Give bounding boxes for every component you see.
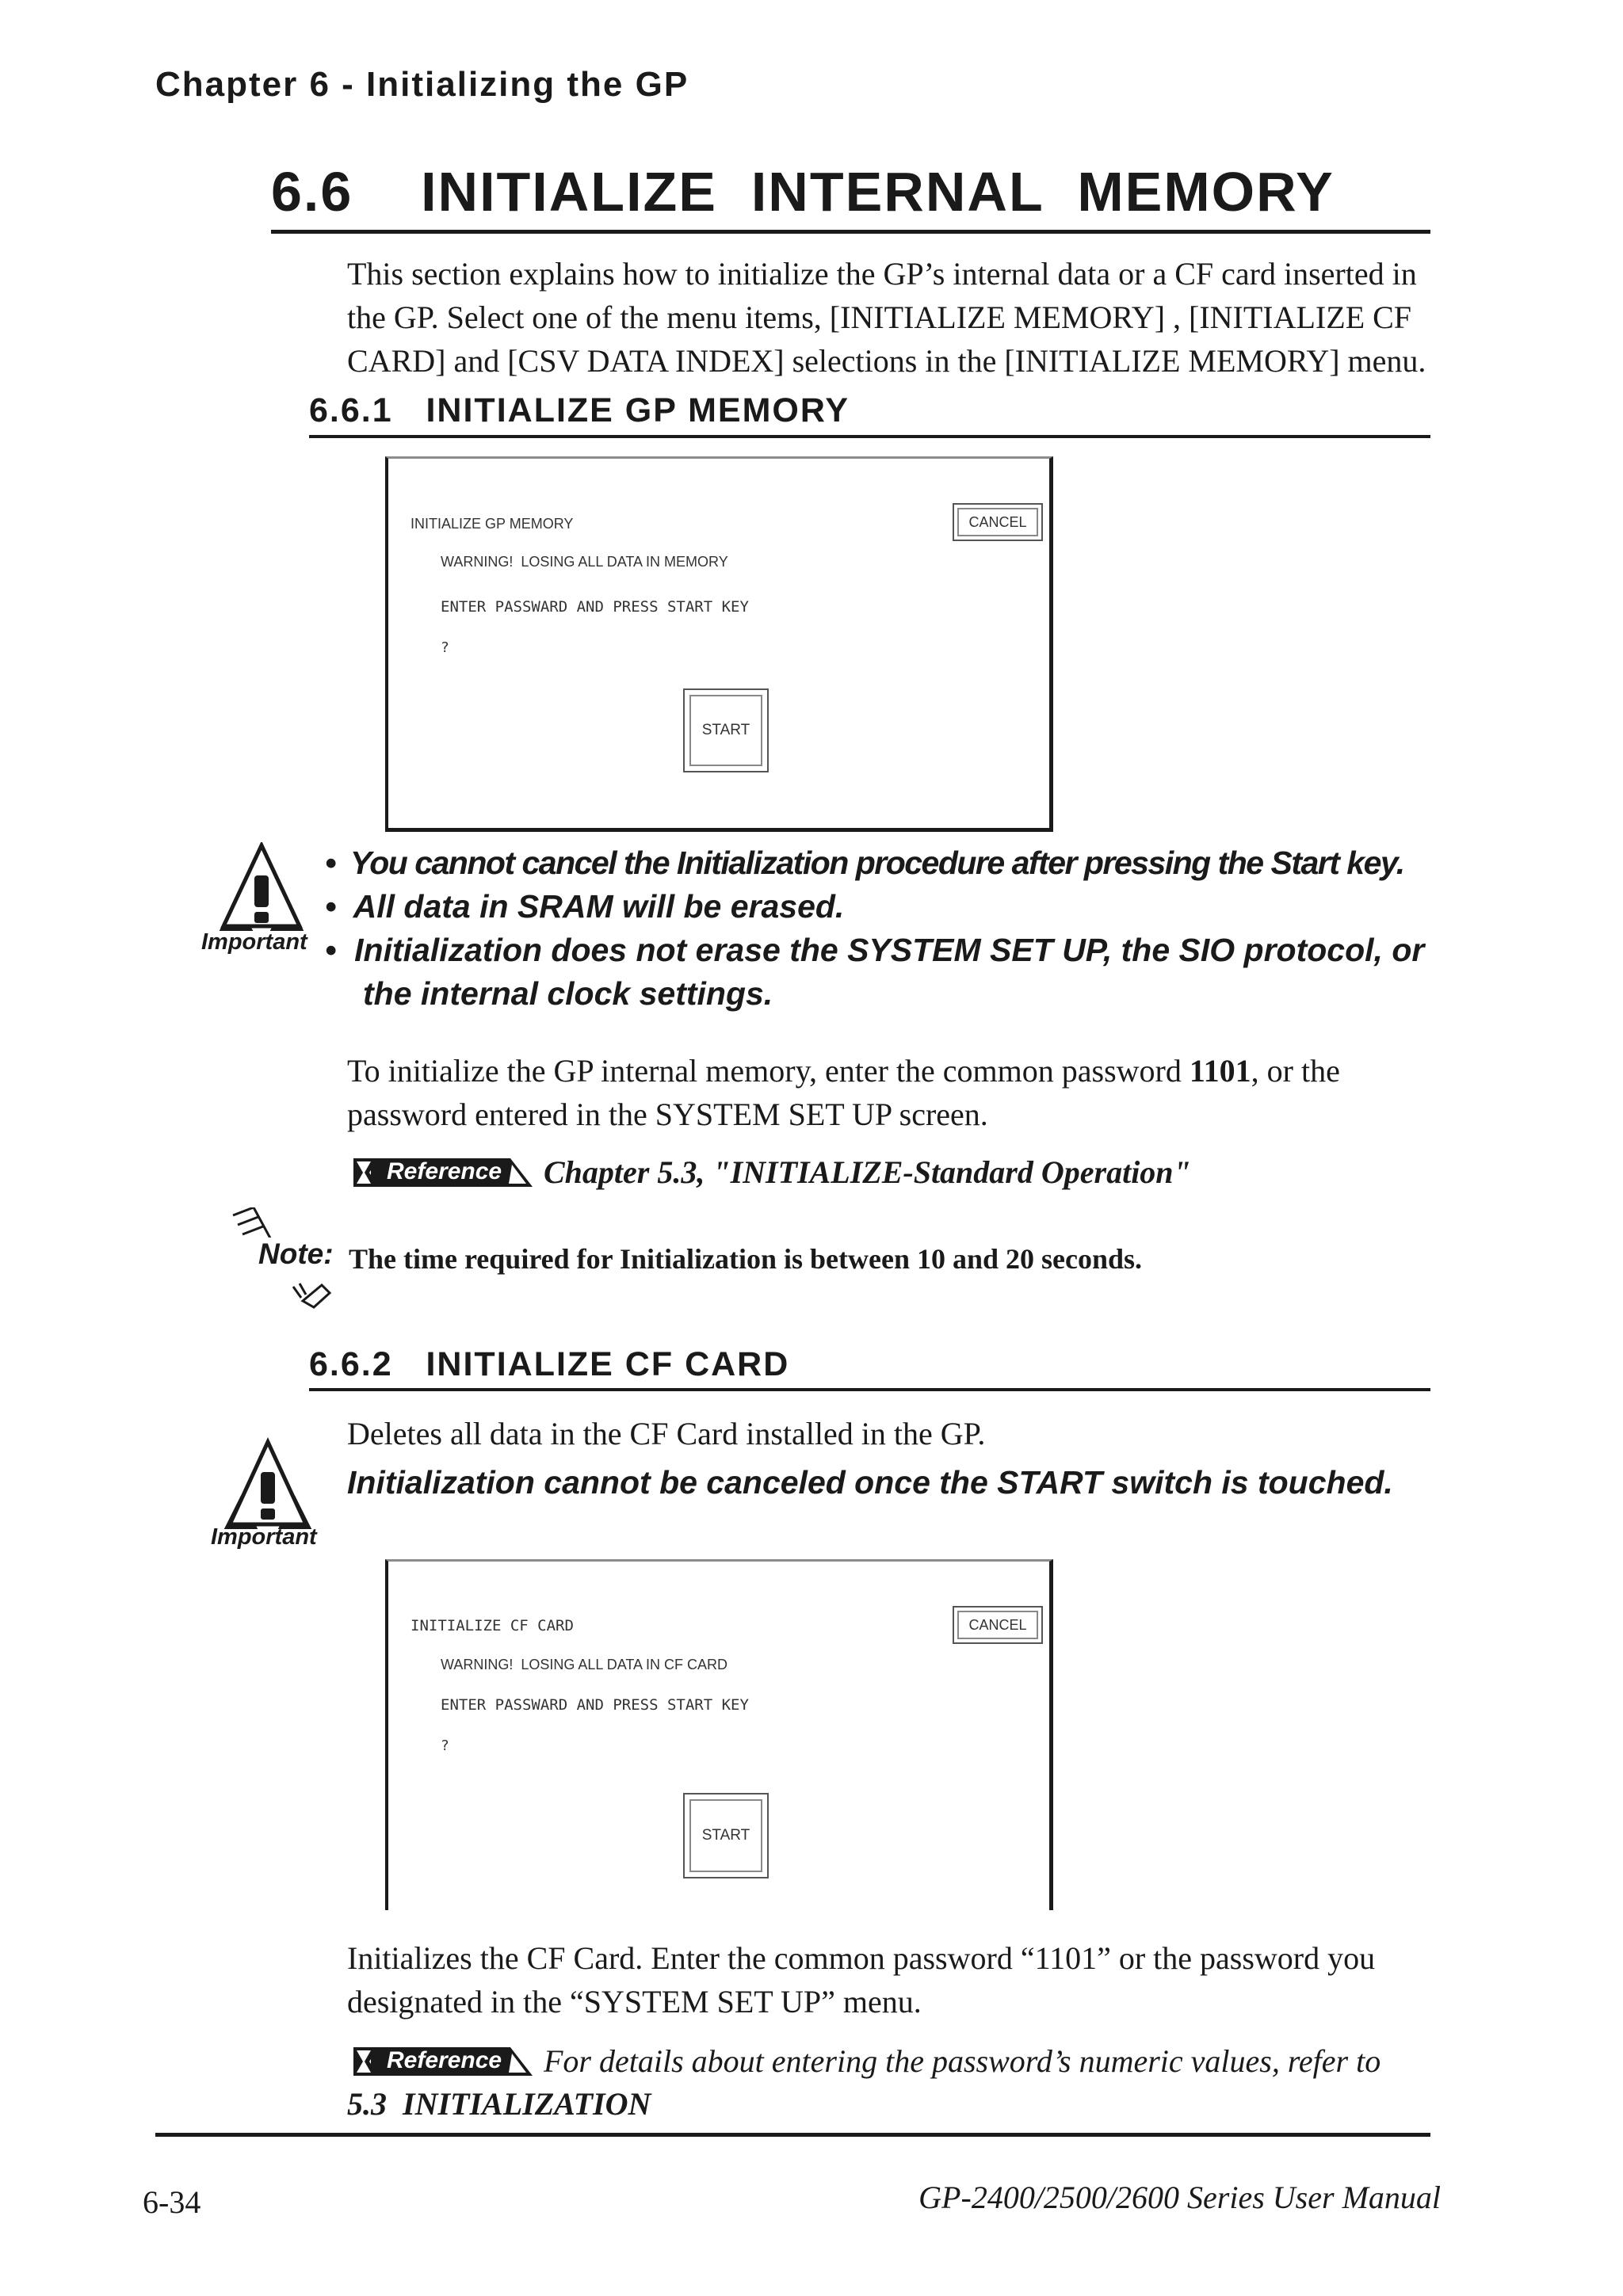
password-line: password entered in the SYSTEM SET UP screen. xyxy=(347,1097,988,1132)
password-value: 1101 xyxy=(1189,1053,1251,1089)
section-title-rule xyxy=(271,230,1430,234)
subsection-rule xyxy=(309,435,1430,438)
reference-badge-label: Reference xyxy=(387,2047,502,2073)
cancel-button[interactable] xyxy=(953,503,1043,541)
subsection-title-initialize-cf-card: 6.6.2 INITIALIZE CF CARD xyxy=(309,1345,790,1383)
cancel-button-label: CANCEL xyxy=(968,1616,1027,1633)
start-button-label: START xyxy=(701,722,750,738)
cf-line: Initializes the CF Card. Enter the common password “1101” or the password you xyxy=(347,1940,1376,1976)
intro-line: This section explains how to initialize the GP’s internal data or a CF card inserted in xyxy=(347,256,1417,292)
important-icon-label: Important xyxy=(211,1524,317,1550)
note-text: The time required for Initialization is between 10 and 20 seconds. xyxy=(349,1243,1143,1275)
manual-title: GP-2400/2500/2600 Series User Manual xyxy=(918,2180,1441,2215)
cancel-button[interactable] xyxy=(953,1606,1043,1644)
text: , or the xyxy=(1251,1053,1340,1089)
cf-intro: Deletes all data in the CF Card installed in the GP. xyxy=(347,1416,986,1451)
important-bullet: • You cannot cancel the Initialization procedure after pressing the Start key. xyxy=(325,845,1404,881)
start-button[interactable] xyxy=(683,1793,769,1878)
note-icon-label: Note: xyxy=(258,1238,334,1270)
password-paragraph xyxy=(347,1049,1457,1136)
important-bullet: • All data in SRAM will be erased. xyxy=(325,888,845,925)
start-button-label: START xyxy=(701,1827,750,1844)
reference-text: For details about entering the password’s numeric values, refer to xyxy=(544,2043,1381,2079)
gp-memory-screen xyxy=(385,456,1053,832)
reference-badge xyxy=(353,1157,533,1188)
important-icon-label: Important xyxy=(201,929,307,955)
screen-prompt: ENTER PASSWARD AND PRESS START KEY xyxy=(441,1696,749,1714)
screen-password-input[interactable]: ? xyxy=(441,639,449,656)
subsection-title-initialize-gp-memory: 6.6.1 INITIALIZE GP MEMORY xyxy=(309,391,850,429)
cf-paragraph xyxy=(347,1936,1457,2023)
reference-badge-label: Reference xyxy=(387,1158,502,1184)
footer-rule xyxy=(155,2133,1430,2137)
cf-important-text: Initialization cannot be canceled once the START switch is touched. xyxy=(347,1464,1393,1501)
screen-prompt: ENTER PASSWARD AND PRESS START KEY xyxy=(441,598,749,616)
screen-title: INITIALIZE CF CARD xyxy=(411,1617,574,1634)
cf-card-screen xyxy=(385,1559,1053,1910)
screen-warning: WARNING! LOSING ALL DATA IN MEMORY xyxy=(441,554,728,570)
screen-title: INITIALIZE GP MEMORY xyxy=(411,516,574,532)
reference-text[interactable]: Chapter 5.3, "INITIALIZE-Standard Operation" xyxy=(544,1154,1191,1190)
subsection-rule xyxy=(309,1388,1430,1391)
start-button[interactable] xyxy=(683,688,769,772)
important-bullet: • Initialization does not erase the SYSTEM SET UP, the SIO protocol, or xyxy=(325,932,1425,968)
intro-paragraph xyxy=(347,252,1457,383)
reference-link[interactable]: 5.3 INITIALIZATION xyxy=(347,2086,651,2122)
page-number: 6-34 xyxy=(143,2184,201,2220)
cf-line: designated in the “SYSTEM SET UP” menu. xyxy=(347,1984,922,2019)
intro-line: the GP. Select one of the menu items, [INITIALIZE MEMORY] , [INITIALIZE CF xyxy=(347,299,1412,335)
section-title: 6.6 INITIALIZE INTERNAL MEMORY xyxy=(271,161,1335,223)
screen-warning: WARNING! LOSING ALL DATA IN CF CARD xyxy=(441,1657,728,1672)
cancel-button-label: CANCEL xyxy=(968,513,1027,530)
password-line xyxy=(347,1049,1457,1093)
important-bullet: the internal clock settings. xyxy=(363,975,773,1012)
intro-line: CARD] and [CSV DATA INDEX] selections in the [INITIALIZE MEMORY] menu. xyxy=(347,343,1426,379)
screen-password-input[interactable]: ? xyxy=(441,1737,449,1754)
text: To initialize the GP internal memory, enter the common password xyxy=(347,1053,1190,1089)
chapter-header: Chapter 6 - Initializing the GP xyxy=(155,65,689,104)
reference-badge xyxy=(353,2046,533,2077)
